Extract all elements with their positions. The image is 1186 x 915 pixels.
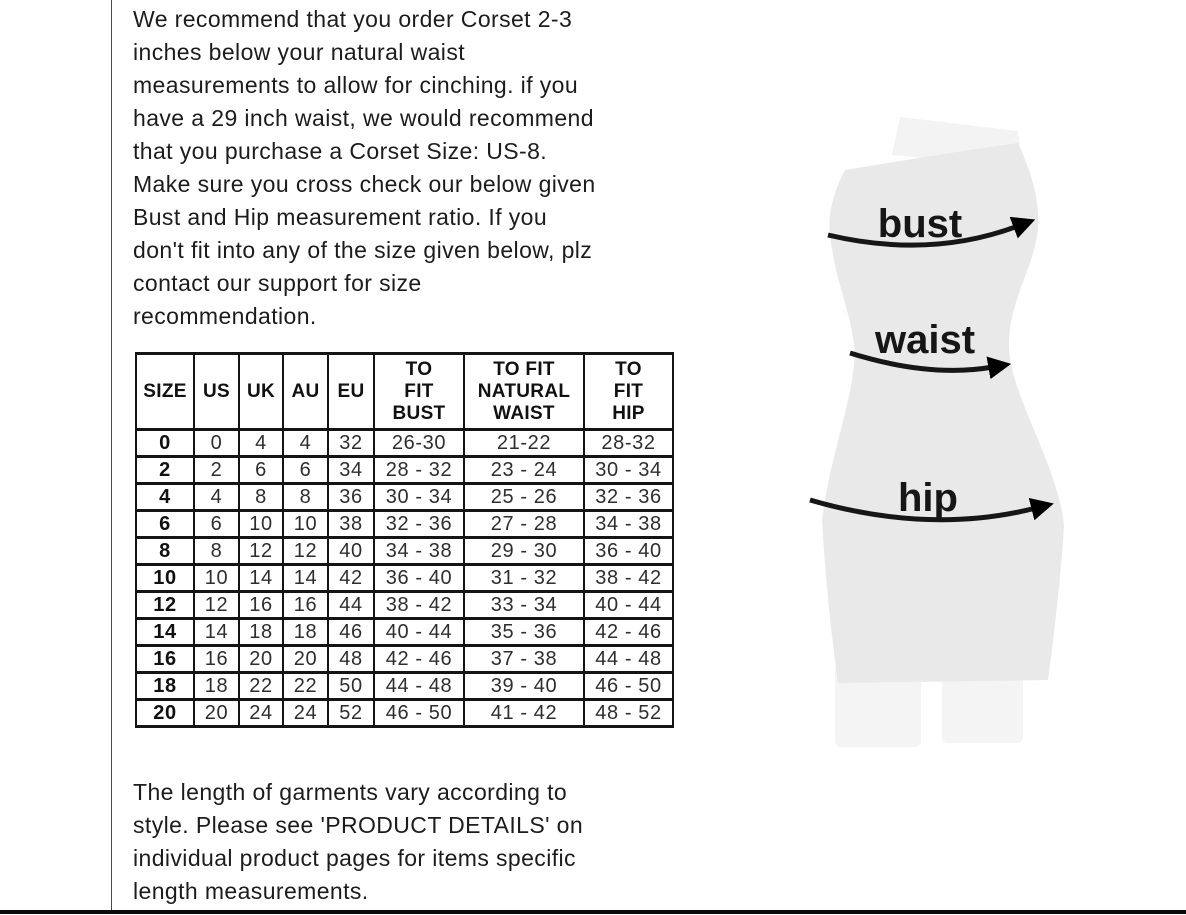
column-header [374,354,464,430]
table-cell: 12 [239,538,283,565]
table-cell: 36 - 40 [584,538,673,565]
table-cell: 32 [328,430,374,457]
header-line: WAIST [493,402,555,424]
footer-text [133,776,583,908]
table-cell: 14 [194,619,239,646]
left-divider-line [111,0,112,911]
table-cell: 29 - 30 [464,538,584,565]
table-cell: 2 [136,457,194,484]
table-cell: 25 - 26 [464,484,584,511]
table-cell: 6 [136,511,194,538]
table-cell: 8 [194,538,239,565]
table-body [136,430,673,727]
table-cell: 38 [328,511,374,538]
table-cell: 32 - 36 [584,484,673,511]
table-cell: 38 - 42 [374,592,464,619]
table-row [136,430,673,457]
table-cell: 34 [328,457,374,484]
table-cell: 26-30 [374,430,464,457]
header-line: EU [337,380,365,402]
table-cell: 36 [328,484,374,511]
text-line: inches below your natural waist [133,39,466,65]
table-cell: 32 - 36 [374,511,464,538]
table-cell: 42 [328,565,374,592]
hip-label: hip [898,476,958,520]
table-cell: 39 - 40 [464,673,584,700]
table-cell: 44 [328,592,374,619]
table-cell: 2 [194,457,239,484]
table-cell: 4 [283,430,328,457]
table-cell: 46 - 50 [374,700,464,727]
table-cell: 6 [194,511,239,538]
table-row [136,565,673,592]
bust-label: bust [877,202,963,246]
header-line: AU [291,380,320,402]
table-cell: 18 [239,619,283,646]
waist-label: waist [874,318,976,362]
table-cell: 10 [283,511,328,538]
table-cell: 38 - 42 [584,565,673,592]
column-header [239,354,283,430]
table-cell: 20 [283,646,328,673]
table-cell: 24 [283,700,328,727]
table-cell: 40 - 44 [374,619,464,646]
table-cell: 16 [283,592,328,619]
header-line: FIT [613,380,644,402]
header-line: BUST [392,402,446,424]
header-line: HIP [612,402,645,424]
table-cell: 34 - 38 [584,511,673,538]
header-line: NATURAL [477,380,571,402]
table-cell: 4 [239,430,283,457]
table-cell: 0 [136,430,194,457]
table-row [136,457,673,484]
table-row [136,646,673,673]
table-cell: 0 [194,430,239,457]
text-line: measurements to allow for cinching. if you [133,72,579,98]
text-line: We recommend that you order Corset 2-3 [133,6,573,32]
table-cell: 44 - 48 [584,646,673,673]
text-line: length measurements. [133,878,369,904]
table-cell: 35 - 36 [464,619,584,646]
table-cell: 12 [136,592,194,619]
table-cell: 42 - 46 [374,646,464,673]
table-cell: 40 - 44 [584,592,673,619]
text-line: contact our support for size [133,270,422,296]
intro-text [133,3,596,333]
header-line: SIZE [143,380,187,402]
column-header [464,354,584,430]
header-line: US [203,380,230,402]
table-cell: 40 [328,538,374,565]
column-header [194,354,239,430]
header-line: FIT [404,380,434,402]
table-head [136,354,673,430]
table-cell: 4 [136,484,194,511]
text-line: style. Please see 'PRODUCT DETAILS' on [133,812,584,838]
text-line: have a 29 inch waist, we would recommend [133,105,594,131]
table-cell: 22 [283,673,328,700]
table-cell: 8 [136,538,194,565]
table-cell: 30 - 34 [584,457,673,484]
table-cell: 18 [136,673,194,700]
header-row [136,354,673,430]
text-line: individual product pages for items specific [133,845,576,871]
table-cell: 16 [239,592,283,619]
text-line: recommendation. [133,303,317,329]
size-chart-table [135,352,674,728]
table-cell: 18 [194,673,239,700]
table-row [136,538,673,565]
table-row [136,700,673,727]
table-cell: 20 [194,700,239,727]
table-cell: 46 - 50 [584,673,673,700]
table-cell: 10 [136,565,194,592]
table-cell: 31 - 32 [464,565,584,592]
table-row [136,511,673,538]
table-cell: 52 [328,700,374,727]
table-cell: 24 [239,700,283,727]
body-measurement-diagram [780,95,1120,760]
table-cell: 30 - 34 [374,484,464,511]
table-cell: 44 - 48 [374,673,464,700]
table-cell: 42 - 46 [584,619,673,646]
table-cell: 21-22 [464,430,584,457]
table-cell: 10 [194,565,239,592]
header-line: TO FIT [493,358,555,380]
table-cell: 37 - 38 [464,646,584,673]
table-row [136,673,673,700]
table-cell: 46 [328,619,374,646]
text-line: don't fit into any of the size given below, plz [133,237,593,263]
text-line: The length of garments vary according to [133,779,568,805]
table-cell: 50 [328,673,374,700]
column-header [328,354,374,430]
table-cell: 12 [194,592,239,619]
table-cell: 12 [283,538,328,565]
table-cell: 36 - 40 [374,565,464,592]
bottom-border-line [0,910,1186,914]
table-cell: 23 - 24 [464,457,584,484]
header-line: TO [615,358,642,380]
header-line: TO [405,358,433,380]
table-cell: 28-32 [584,430,673,457]
table-cell: 20 [136,700,194,727]
text-line: that you purchase a Corset Size: US-8. [133,138,548,164]
table-cell: 6 [239,457,283,484]
table-row [136,619,673,646]
table-cell: 27 - 28 [464,511,584,538]
table-cell: 14 [239,565,283,592]
text-line: Make sure you cross check our below given [133,171,596,197]
table-cell: 20 [239,646,283,673]
table-cell: 16 [136,646,194,673]
table-cell: 34 - 38 [374,538,464,565]
table-cell: 48 - 52 [584,700,673,727]
table-cell: 16 [194,646,239,673]
table-cell: 10 [239,511,283,538]
header-line: UK [246,380,276,402]
table-cell: 8 [283,484,328,511]
table-cell: 22 [239,673,283,700]
table-row [136,592,673,619]
table-row [136,484,673,511]
table-cell: 4 [194,484,239,511]
column-header [584,354,673,430]
column-header [283,354,328,430]
table-cell: 14 [283,565,328,592]
table-cell: 28 - 32 [374,457,464,484]
table-cell: 18 [283,619,328,646]
text-line: Bust and Hip measurement ratio. If you [133,204,548,230]
table-cell: 48 [328,646,374,673]
table-cell: 14 [136,619,194,646]
column-header [136,354,194,430]
table-cell: 41 - 42 [464,700,584,727]
table-cell: 33 - 34 [464,592,584,619]
table-cell: 6 [283,457,328,484]
table-cell: 8 [239,484,283,511]
